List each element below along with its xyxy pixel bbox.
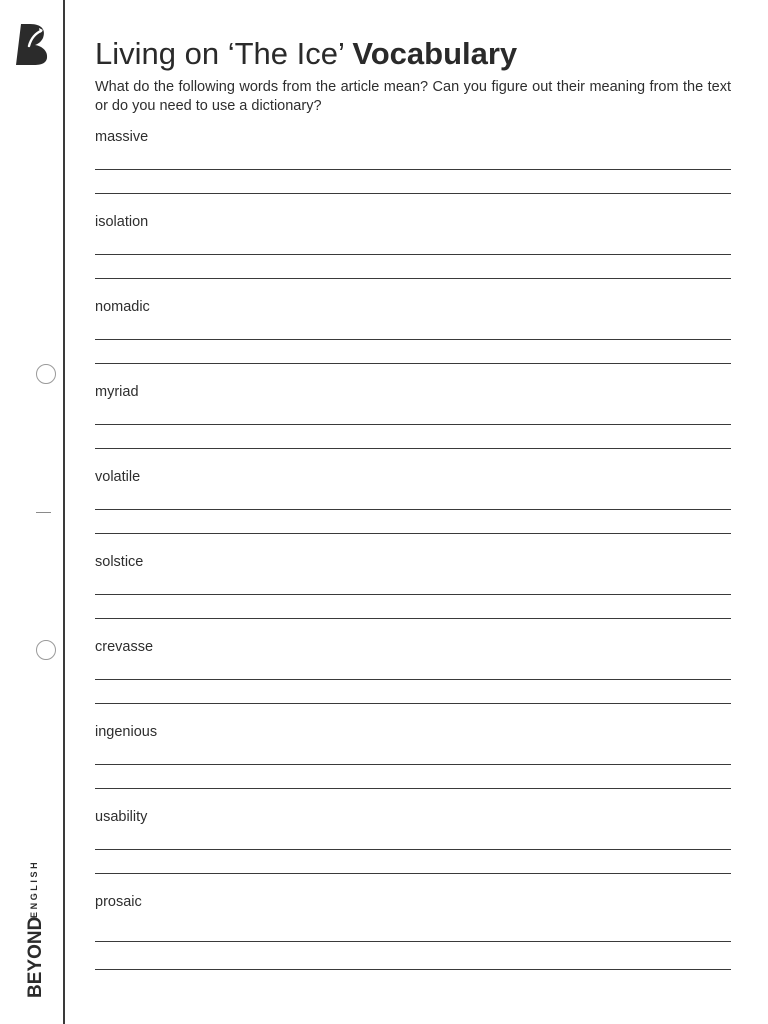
answer-line[interactable] bbox=[95, 618, 731, 619]
vocab-word: myriad bbox=[95, 384, 139, 400]
beyond-logo-icon bbox=[15, 22, 51, 66]
answer-line[interactable] bbox=[95, 679, 731, 680]
title-light: Living on ‘The Ice’ bbox=[95, 36, 344, 71]
answer-line[interactable] bbox=[95, 849, 731, 850]
answer-line[interactable] bbox=[95, 339, 731, 340]
answer-line[interactable] bbox=[95, 594, 731, 595]
answer-line[interactable] bbox=[95, 169, 731, 170]
answer-line[interactable] bbox=[95, 703, 731, 704]
vocab-word: volatile bbox=[95, 469, 141, 485]
brand-sub: ENGLISH bbox=[29, 859, 39, 918]
vocab-word: isolation bbox=[95, 214, 149, 230]
vocab-word: solstice bbox=[95, 554, 144, 570]
vocab-item bbox=[95, 383, 731, 463]
punch-hole-bottom bbox=[36, 640, 56, 660]
vocab-word: crevasse bbox=[95, 639, 154, 655]
vocab-word: massive bbox=[95, 129, 149, 145]
vocab-item bbox=[95, 468, 731, 548]
answer-line[interactable] bbox=[95, 533, 731, 534]
vocab-word: ingenious bbox=[95, 724, 158, 740]
answer-line[interactable] bbox=[95, 448, 731, 449]
vocab-word: prosaic bbox=[95, 894, 142, 910]
answer-line[interactable] bbox=[95, 254, 731, 255]
answer-line[interactable] bbox=[95, 278, 731, 279]
worksheet bbox=[95, 34, 731, 910]
instructions: What do the following words from the article mean? Can you figure out their meaning from the text or do you need to use a dictionary? bbox=[95, 79, 731, 114]
answer-line[interactable] bbox=[95, 969, 731, 970]
title-bold: Vocabulary bbox=[352, 36, 518, 71]
vocab-item bbox=[95, 298, 731, 378]
answer-line[interactable] bbox=[95, 363, 731, 364]
answer-line[interactable] bbox=[95, 788, 731, 789]
brand-name: BEYOND bbox=[25, 916, 46, 998]
vocab-item bbox=[95, 638, 731, 718]
vocab-item bbox=[95, 893, 731, 973]
vocab-item bbox=[95, 723, 731, 803]
answer-line[interactable] bbox=[95, 424, 731, 425]
vocab-item bbox=[95, 808, 731, 888]
vocab-item bbox=[95, 128, 731, 208]
brand-wordmark bbox=[24, 840, 46, 1000]
page-title bbox=[95, 34, 731, 74]
answer-line[interactable] bbox=[95, 193, 731, 194]
margin-rule bbox=[63, 0, 65, 1024]
vocab-word: nomadic bbox=[95, 299, 150, 315]
answer-line[interactable] bbox=[95, 873, 731, 874]
vocab-item bbox=[95, 213, 731, 293]
punch-hole-top bbox=[36, 364, 56, 384]
answer-line[interactable] bbox=[95, 941, 731, 942]
vocab-word: usability bbox=[95, 809, 148, 825]
fold-mark bbox=[36, 512, 51, 513]
vocab-item bbox=[95, 553, 731, 633]
answer-line[interactable] bbox=[95, 764, 731, 765]
answer-line[interactable] bbox=[95, 509, 731, 510]
